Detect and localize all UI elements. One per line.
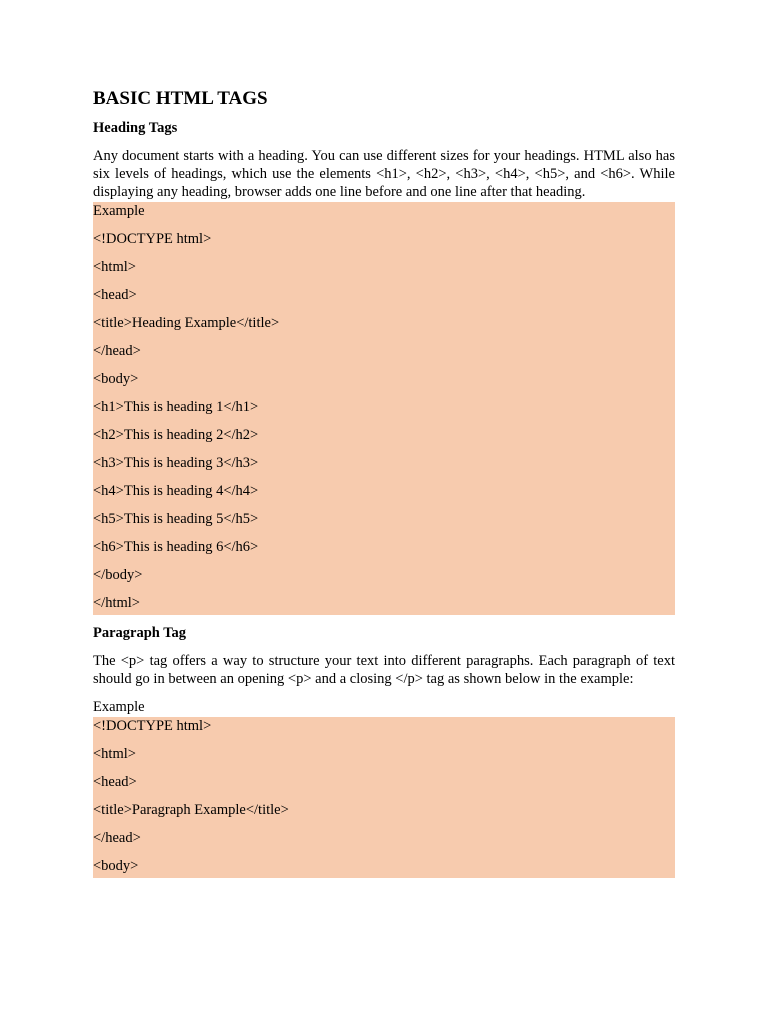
heading-tags-description: Any document starts with a heading. You can use different sizes for your headings. HTML also has six levels of headings, which use the elements <h1>, <h2>, <h3>, <h4>, <h5>, and <h6>. While displaying any heading, browser adds one line before and one line after that heading. — [93, 148, 675, 200]
code-line: <h2>This is heading 2</h2> — [93, 427, 259, 443]
paragraph-tag-heading: Paragraph Tag — [93, 625, 187, 641]
code-line: <head> — [93, 774, 137, 790]
code-line: </head> — [93, 830, 141, 846]
code-line: <h4>This is heading 4</h4> — [93, 483, 259, 499]
code-line: <h1>This is heading 1</h1> — [93, 399, 259, 415]
document-page — [93, 86, 675, 878]
code-line: <html> — [93, 259, 136, 275]
paragraph-tag-description: The <p> tag offers a way to structure your text into different paragraphs. Each paragraph of text should go in between an opening <p> and a closing </p> tag as shown below in the example: — [93, 653, 675, 687]
code-line: <!DOCTYPE html> — [93, 231, 212, 247]
paragraph-example-label: Example — [93, 699, 145, 715]
heading-tags-heading: Heading Tags — [93, 120, 178, 136]
code-line: <html> — [93, 746, 136, 762]
code-line: <body> — [93, 858, 139, 874]
code-line: <head> — [93, 287, 137, 303]
code-line: <body> — [93, 371, 139, 387]
code-line: Example — [93, 203, 145, 219]
document-title: BASIC HTML TAGS — [93, 88, 268, 109]
heading-example-code-block — [93, 202, 675, 615]
code-line: <h5>This is heading 5</h5> — [93, 511, 259, 527]
code-line: <h6>This is heading 6</h6> — [93, 539, 259, 555]
code-line: </html> — [93, 595, 140, 611]
paragraph-example-code-block — [93, 717, 675, 878]
code-line: <h3>This is heading 3</h3> — [93, 455, 259, 471]
code-line: <title>Heading Example</title> — [93, 315, 280, 331]
code-line: <!DOCTYPE html> — [93, 718, 212, 734]
code-line: </body> — [93, 567, 143, 583]
code-line: </head> — [93, 343, 141, 359]
code-line: <title>Paragraph Example</title> — [93, 802, 289, 818]
